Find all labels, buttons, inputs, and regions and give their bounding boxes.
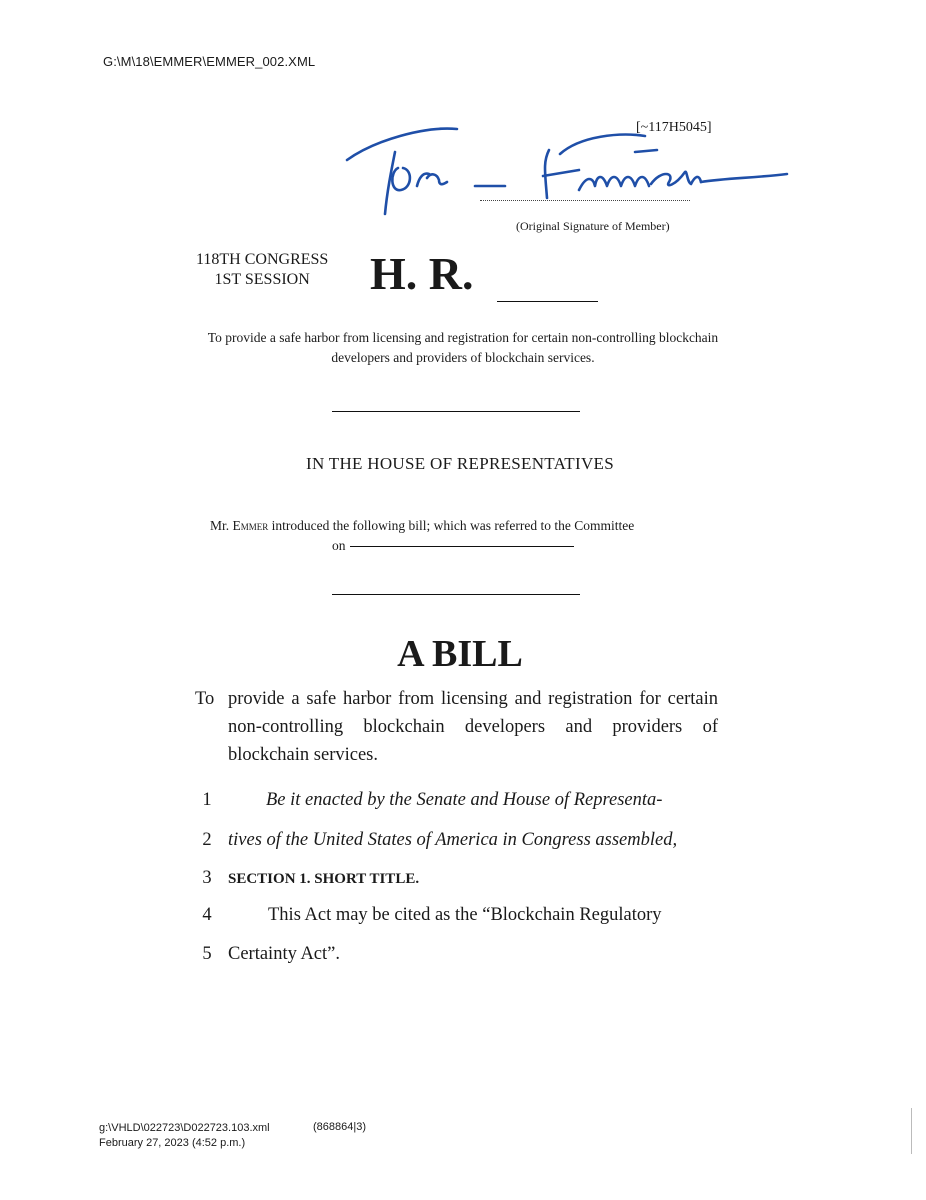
page-edge-mark xyxy=(911,1108,912,1154)
line-number: 4 xyxy=(202,905,212,925)
file-path: G:\M\18\EMMER\EMMER_002.XML xyxy=(103,54,316,69)
chamber-heading: IN THE HOUSE OF REPRESENTATIVES xyxy=(306,454,614,473)
bill-line xyxy=(196,830,726,856)
committee-blank xyxy=(350,546,574,547)
bill-line xyxy=(196,944,726,970)
bill-heading: A BILL xyxy=(397,633,523,675)
bill-number-blank xyxy=(497,301,598,302)
bill-line xyxy=(196,868,726,894)
bill-id: [~117H5045] xyxy=(636,120,712,135)
introduction-text: introduced the following bill; which was referred to the Committee xyxy=(271,518,635,533)
footer-code: (868864|3) xyxy=(313,1121,367,1133)
member-signature xyxy=(335,112,805,222)
bill-summary: To provide a safe harbor from licensing and registration for certain non-controlling blockchain developers and providers of blockchain services. xyxy=(207,330,719,365)
committee-on: on xyxy=(332,538,346,553)
footer-xml-path: g:\VHLD\022723\D022723.103.xml xyxy=(99,1122,270,1134)
line-text: Certainty Act”. xyxy=(228,944,340,964)
bill-type: H. R. xyxy=(370,248,474,299)
line-text: Be it enacted by the Senate and House of Representa- xyxy=(266,790,663,810)
congress-number: 118TH CONGRESS xyxy=(196,251,329,268)
line-number: 5 xyxy=(202,944,212,964)
sponsor-name: Emmer xyxy=(232,518,269,533)
bill-purpose xyxy=(195,685,718,769)
divider xyxy=(332,411,580,412)
signature-caption: (Original Signature of Member) xyxy=(516,219,670,233)
purpose-text: provide a safe harbor from licensing and registration for certain non-controlling blockchain developers and providers of blockchain services. xyxy=(228,689,718,765)
sponsor-prefix: Mr. xyxy=(210,518,230,533)
footer-date: February 27, 2023 (4:52 p.m.) xyxy=(99,1137,246,1149)
session-number: 1ST SESSION xyxy=(214,271,310,288)
line-number: 1 xyxy=(202,790,212,810)
line-number: 3 xyxy=(202,868,212,888)
introduction xyxy=(210,516,720,556)
bill-line xyxy=(196,905,726,931)
purpose-to: To xyxy=(195,689,215,709)
divider xyxy=(332,594,580,595)
line-text: tives of the United States of America in Congress assembled, xyxy=(228,830,678,850)
section-heading: SECTION 1. SHORT TITLE. xyxy=(228,871,420,887)
footer-meta xyxy=(99,1121,270,1151)
line-text: This Act may be cited as the “Blockchain Regulatory xyxy=(268,905,662,925)
line-number: 2 xyxy=(202,830,212,850)
bill-line xyxy=(196,790,726,816)
signature-line xyxy=(480,200,690,201)
congress-session-block xyxy=(196,250,328,290)
